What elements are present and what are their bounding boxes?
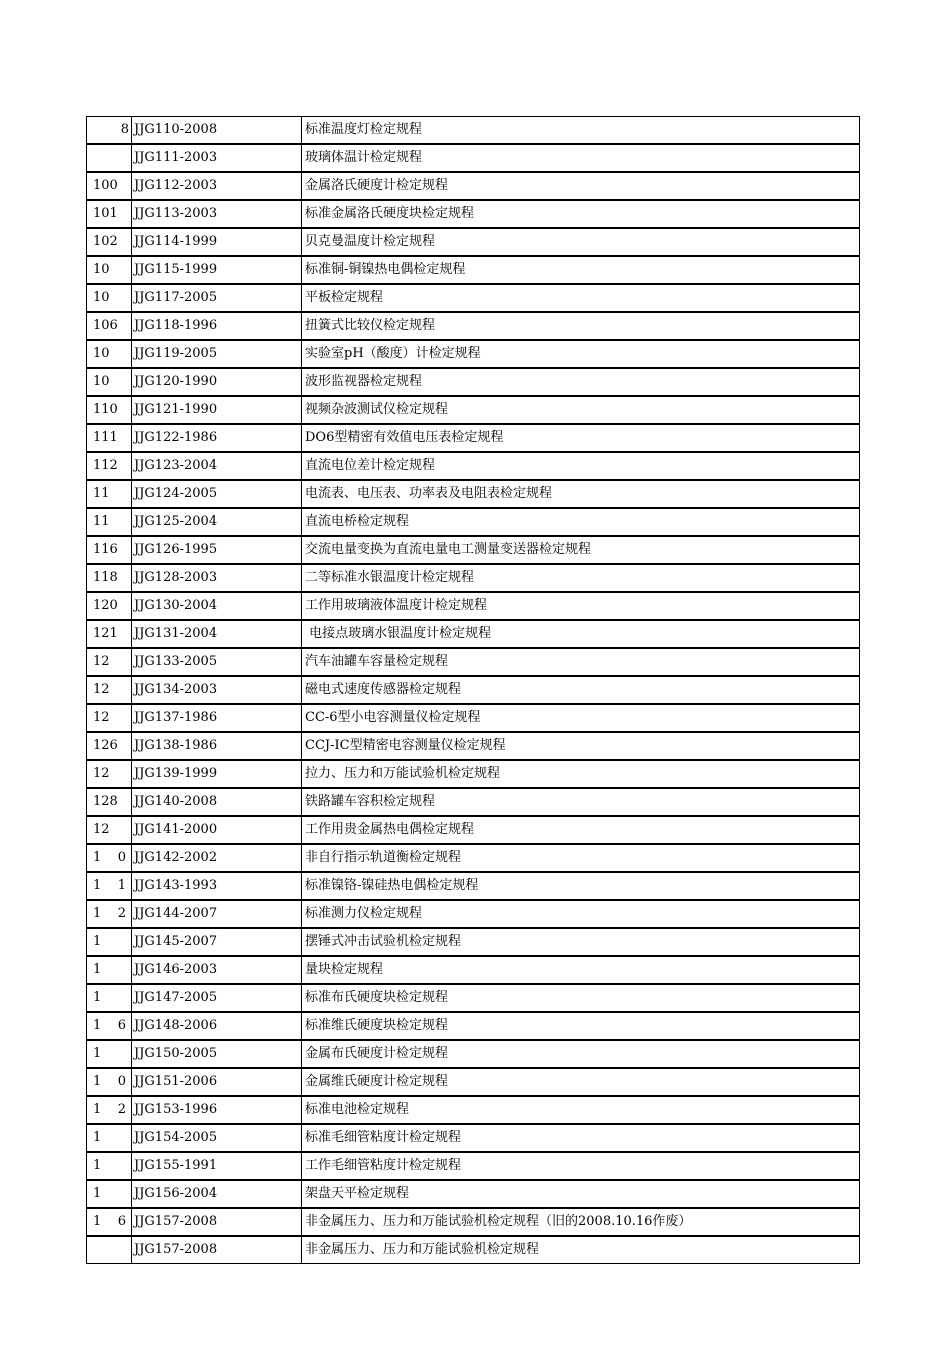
row-number: 8 [120, 122, 129, 137]
table-row [87, 844, 860, 872]
table-row [87, 620, 860, 648]
row-number-cell [87, 872, 132, 900]
regulation-code: JJG112-2003 [132, 172, 302, 200]
row-number: 1 2 [93, 1102, 127, 1117]
row-number-cell [87, 900, 132, 928]
regulation-code: JJG157-2008 [132, 1208, 302, 1236]
row-number-cell [87, 1012, 132, 1040]
regulation-code: JJG113-2003 [132, 200, 302, 228]
regulation-title: 标准毛细管粘度计检定规程 [302, 1124, 860, 1152]
row-number: 120 [93, 598, 118, 613]
table-row [87, 452, 860, 480]
regulation-code: JJG120-1990 [132, 368, 302, 396]
row-number: 128 [93, 794, 118, 809]
row-number: 1 6 [93, 1214, 127, 1229]
table-row [87, 676, 860, 704]
regulation-title: 电流表、电压表、功率表及电阻表检定规程 [302, 480, 860, 508]
regulation-code: JJG117-2005 [132, 284, 302, 312]
table-row [87, 1180, 860, 1208]
regulation-code: JJG147-2005 [132, 984, 302, 1012]
regulation-title: CCJ-IC型精密电容测量仪检定规程 [302, 732, 860, 760]
table-row [87, 900, 860, 928]
table-row [87, 256, 860, 284]
regulation-code: JJG151-2006 [132, 1068, 302, 1096]
regulation-code: JJG155-1991 [132, 1152, 302, 1180]
row-number-cell [87, 1040, 132, 1068]
table-row [87, 368, 860, 396]
row-number-cell [87, 1180, 132, 1208]
row-number: 1 [93, 990, 102, 1005]
regulation-code: JJG119-2005 [132, 340, 302, 368]
row-number: 10 [93, 290, 110, 305]
table-row [87, 536, 860, 564]
row-number-cell [87, 956, 132, 984]
table-row [87, 284, 860, 312]
row-number-cell [87, 760, 132, 788]
row-number: 12 [93, 682, 110, 697]
row-number: 1 [93, 1158, 102, 1173]
row-number: 102 [93, 234, 118, 249]
row-number-cell [87, 508, 132, 536]
row-number: 116 [93, 542, 118, 557]
table-row [87, 172, 860, 200]
regulation-code: JJG114-1999 [132, 228, 302, 256]
table-row [87, 760, 860, 788]
regulation-title: 交流电量变换为直流电量电工测量变送器检定规程 [302, 536, 860, 564]
regulation-title: 架盘天平检定规程 [302, 1180, 860, 1208]
regulation-title: 工作用贵金属热电偶检定规程 [302, 816, 860, 844]
row-number-cell [87, 1124, 132, 1152]
regulation-title: 直流电桥检定规程 [302, 508, 860, 536]
regulation-code: JJG150-2005 [132, 1040, 302, 1068]
regulation-code: JJG123-2004 [132, 452, 302, 480]
row-number-cell [87, 1152, 132, 1180]
row-number-cell [87, 396, 132, 424]
row-number-cell [87, 1068, 132, 1096]
table-row [87, 424, 860, 452]
row-number-cell [87, 256, 132, 284]
regulation-code: JJG141-2000 [132, 816, 302, 844]
table-row [87, 984, 860, 1012]
row-number-cell [87, 1236, 132, 1264]
table-row [87, 312, 860, 340]
row-number-cell [87, 228, 132, 256]
table-row [87, 396, 860, 424]
regulation-code: JJG134-2003 [132, 676, 302, 704]
regulation-code: JJG156-2004 [132, 1180, 302, 1208]
row-number: 118 [93, 570, 118, 585]
regulation-title: 标准布氏硬度块检定规程 [302, 984, 860, 1012]
regulation-code: JJG157-2008 [132, 1236, 302, 1264]
regulation-code: JJG142-2002 [132, 844, 302, 872]
regulation-title: 金属布氏硬度计检定规程 [302, 1040, 860, 1068]
row-number: 10 [93, 374, 110, 389]
row-number-cell [87, 592, 132, 620]
regulation-title: 标准金属洛氏硬度块检定规程 [302, 200, 860, 228]
regulation-title: 金属维氏硬度计检定规程 [302, 1068, 860, 1096]
row-number-cell [87, 984, 132, 1012]
row-number-cell [87, 1208, 132, 1236]
row-number-cell [87, 844, 132, 872]
row-number-cell [87, 312, 132, 340]
row-number-cell [87, 200, 132, 228]
regulation-code: JJG139-1999 [132, 760, 302, 788]
regulation-table-body [87, 117, 860, 1264]
regulation-code: JJG111-2003 [132, 144, 302, 172]
regulation-code: JJG148-2006 [132, 1012, 302, 1040]
table-row [87, 1124, 860, 1152]
row-number-cell [87, 676, 132, 704]
regulation-title: 非金属压力、压力和万能试验机检定规程 [302, 1236, 860, 1264]
row-number-cell [87, 928, 132, 956]
table-row [87, 480, 860, 508]
regulation-title: 铁路罐车容积检定规程 [302, 788, 860, 816]
regulation-title: 工作毛细管粘度计检定规程 [302, 1152, 860, 1180]
regulation-title: 标准铜-铜镍热电偶检定规程 [302, 256, 860, 284]
regulation-code: JJG131-2004 [132, 620, 302, 648]
row-number: 10 [93, 346, 110, 361]
row-number-cell [87, 732, 132, 760]
row-number: 1 [93, 1046, 102, 1061]
table-row [87, 1236, 860, 1264]
row-number: 112 [93, 458, 118, 473]
row-number: 11 [93, 514, 110, 529]
table-row [87, 117, 860, 145]
row-number-cell [87, 480, 132, 508]
row-number-cell [87, 144, 132, 172]
table-row [87, 1152, 860, 1180]
regulation-code: JJG137-1986 [132, 704, 302, 732]
regulation-title: CC-6型小电容测量仪检定规程 [302, 704, 860, 732]
row-number: 12 [93, 654, 110, 669]
row-number: 11 [93, 486, 110, 501]
row-number: 110 [93, 402, 118, 417]
table-row [87, 704, 860, 732]
regulation-title: DO6型精密有效值电压表检定规程 [302, 424, 860, 452]
row-number-cell [87, 117, 132, 145]
row-number-cell [87, 1096, 132, 1124]
regulation-title: 汽车油罐车容量检定规程 [302, 648, 860, 676]
regulation-code: JJG126-1995 [132, 536, 302, 564]
regulation-code: JJG146-2003 [132, 956, 302, 984]
row-number: 1 0 [93, 850, 127, 865]
row-number-cell [87, 172, 132, 200]
regulation-title: 玻璃体温计检定规程 [302, 144, 860, 172]
table-row [87, 1096, 860, 1124]
row-number-cell [87, 424, 132, 452]
regulation-code: JJG115-1999 [132, 256, 302, 284]
regulation-code: JJG133-2005 [132, 648, 302, 676]
table-row [87, 732, 860, 760]
regulation-code: JJG124-2005 [132, 480, 302, 508]
regulation-title: 标准维氏硬度块检定规程 [302, 1012, 860, 1040]
table-row [87, 956, 860, 984]
table-row [87, 1040, 860, 1068]
row-number: 126 [93, 738, 118, 753]
table-row [87, 816, 860, 844]
row-number: 12 [93, 822, 110, 837]
table-row [87, 592, 860, 620]
table-row [87, 928, 860, 956]
table-row [87, 1068, 860, 1096]
regulation-code: JJG140-2008 [132, 788, 302, 816]
row-number-cell [87, 284, 132, 312]
regulation-title: 摆锤式冲击试验机检定规程 [302, 928, 860, 956]
table-row [87, 1208, 860, 1236]
regulation-code: JJG154-2005 [132, 1124, 302, 1152]
row-number-cell [87, 536, 132, 564]
row-number-cell [87, 620, 132, 648]
table-row [87, 144, 860, 172]
regulation-title: 实验室pH（酸度）计检定规程 [302, 340, 860, 368]
table-row [87, 228, 860, 256]
regulation-title: 扭簧式比较仪检定规程 [302, 312, 860, 340]
regulation-title: 平板检定规程 [302, 284, 860, 312]
table-row [87, 564, 860, 592]
table-row [87, 1012, 860, 1040]
table-row [87, 788, 860, 816]
regulation-code: JJG125-2004 [132, 508, 302, 536]
row-number: 1 0 [93, 1074, 127, 1089]
table-row [87, 508, 860, 536]
regulation-code: JJG143-1993 [132, 872, 302, 900]
row-number-cell [87, 788, 132, 816]
regulation-title: 拉力、压力和万能试验机检定规程 [302, 760, 860, 788]
regulation-title: 标准温度灯检定规程 [302, 117, 860, 145]
table-row [87, 648, 860, 676]
row-number: 121 [93, 626, 118, 641]
row-number-cell [87, 368, 132, 396]
row-number: 1 [93, 962, 102, 977]
row-number-cell [87, 648, 132, 676]
row-number: 12 [93, 710, 110, 725]
row-number-cell [87, 816, 132, 844]
regulation-title: 标准镍铬-镍硅热电偶检定规程 [302, 872, 860, 900]
regulation-title: 量块检定规程 [302, 956, 860, 984]
row-number: 1 [93, 1186, 102, 1201]
regulation-title: 标准电池检定规程 [302, 1096, 860, 1124]
row-number: 1 [93, 1130, 102, 1145]
row-number: 10 [93, 262, 110, 277]
row-number-cell [87, 340, 132, 368]
row-number: 12 [93, 766, 110, 781]
row-number: 111 [93, 430, 118, 445]
row-number: 1 2 [93, 906, 127, 921]
row-number-cell [87, 564, 132, 592]
regulation-title: 非金属压力、压力和万能试验机检定规程（旧的2008.10.16作废） [302, 1208, 860, 1236]
table-row [87, 340, 860, 368]
regulation-code: JJG144-2007 [132, 900, 302, 928]
regulation-code: JJG122-1986 [132, 424, 302, 452]
regulation-code: JJG130-2004 [132, 592, 302, 620]
regulation-title: 金属洛氏硬度计检定规程 [302, 172, 860, 200]
regulation-code: JJG118-1996 [132, 312, 302, 340]
table-row [87, 872, 860, 900]
regulation-title: 工作用玻璃液体温度计检定规程 [302, 592, 860, 620]
row-number-cell [87, 704, 132, 732]
regulation-title: 标准测力仪检定规程 [302, 900, 860, 928]
regulation-title: 二等标准水银温度计检定规程 [302, 564, 860, 592]
regulation-title: 磁电式速度传感器检定规程 [302, 676, 860, 704]
row-number: 106 [93, 318, 118, 333]
regulation-title: 贝克曼温度计检定规程 [302, 228, 860, 256]
regulation-code: JJG138-1986 [132, 732, 302, 760]
regulation-code: JJG110-2008 [132, 117, 302, 145]
row-number: 1 6 [93, 1018, 127, 1033]
regulation-title: 非自行指示轨道衡检定规程 [302, 844, 860, 872]
row-number: 101 [93, 206, 118, 221]
regulation-code: JJG121-1990 [132, 396, 302, 424]
row-number: 100 [93, 178, 118, 193]
regulation-table [86, 116, 860, 1264]
regulation-code: JJG153-1996 [132, 1096, 302, 1124]
regulation-title: 视频杂波测试仪检定规程 [302, 396, 860, 424]
row-number: 1 1 [93, 878, 127, 893]
table-row [87, 200, 860, 228]
row-number-cell [87, 452, 132, 480]
regulation-title: 电接点玻璃水银温度计检定规程 [302, 620, 860, 648]
regulation-title: 直流电位差计检定规程 [302, 452, 860, 480]
regulation-code: JJG128-2003 [132, 564, 302, 592]
regulation-title: 波形监视器检定规程 [302, 368, 860, 396]
row-number: 1 [93, 934, 102, 949]
regulation-code: JJG145-2007 [132, 928, 302, 956]
